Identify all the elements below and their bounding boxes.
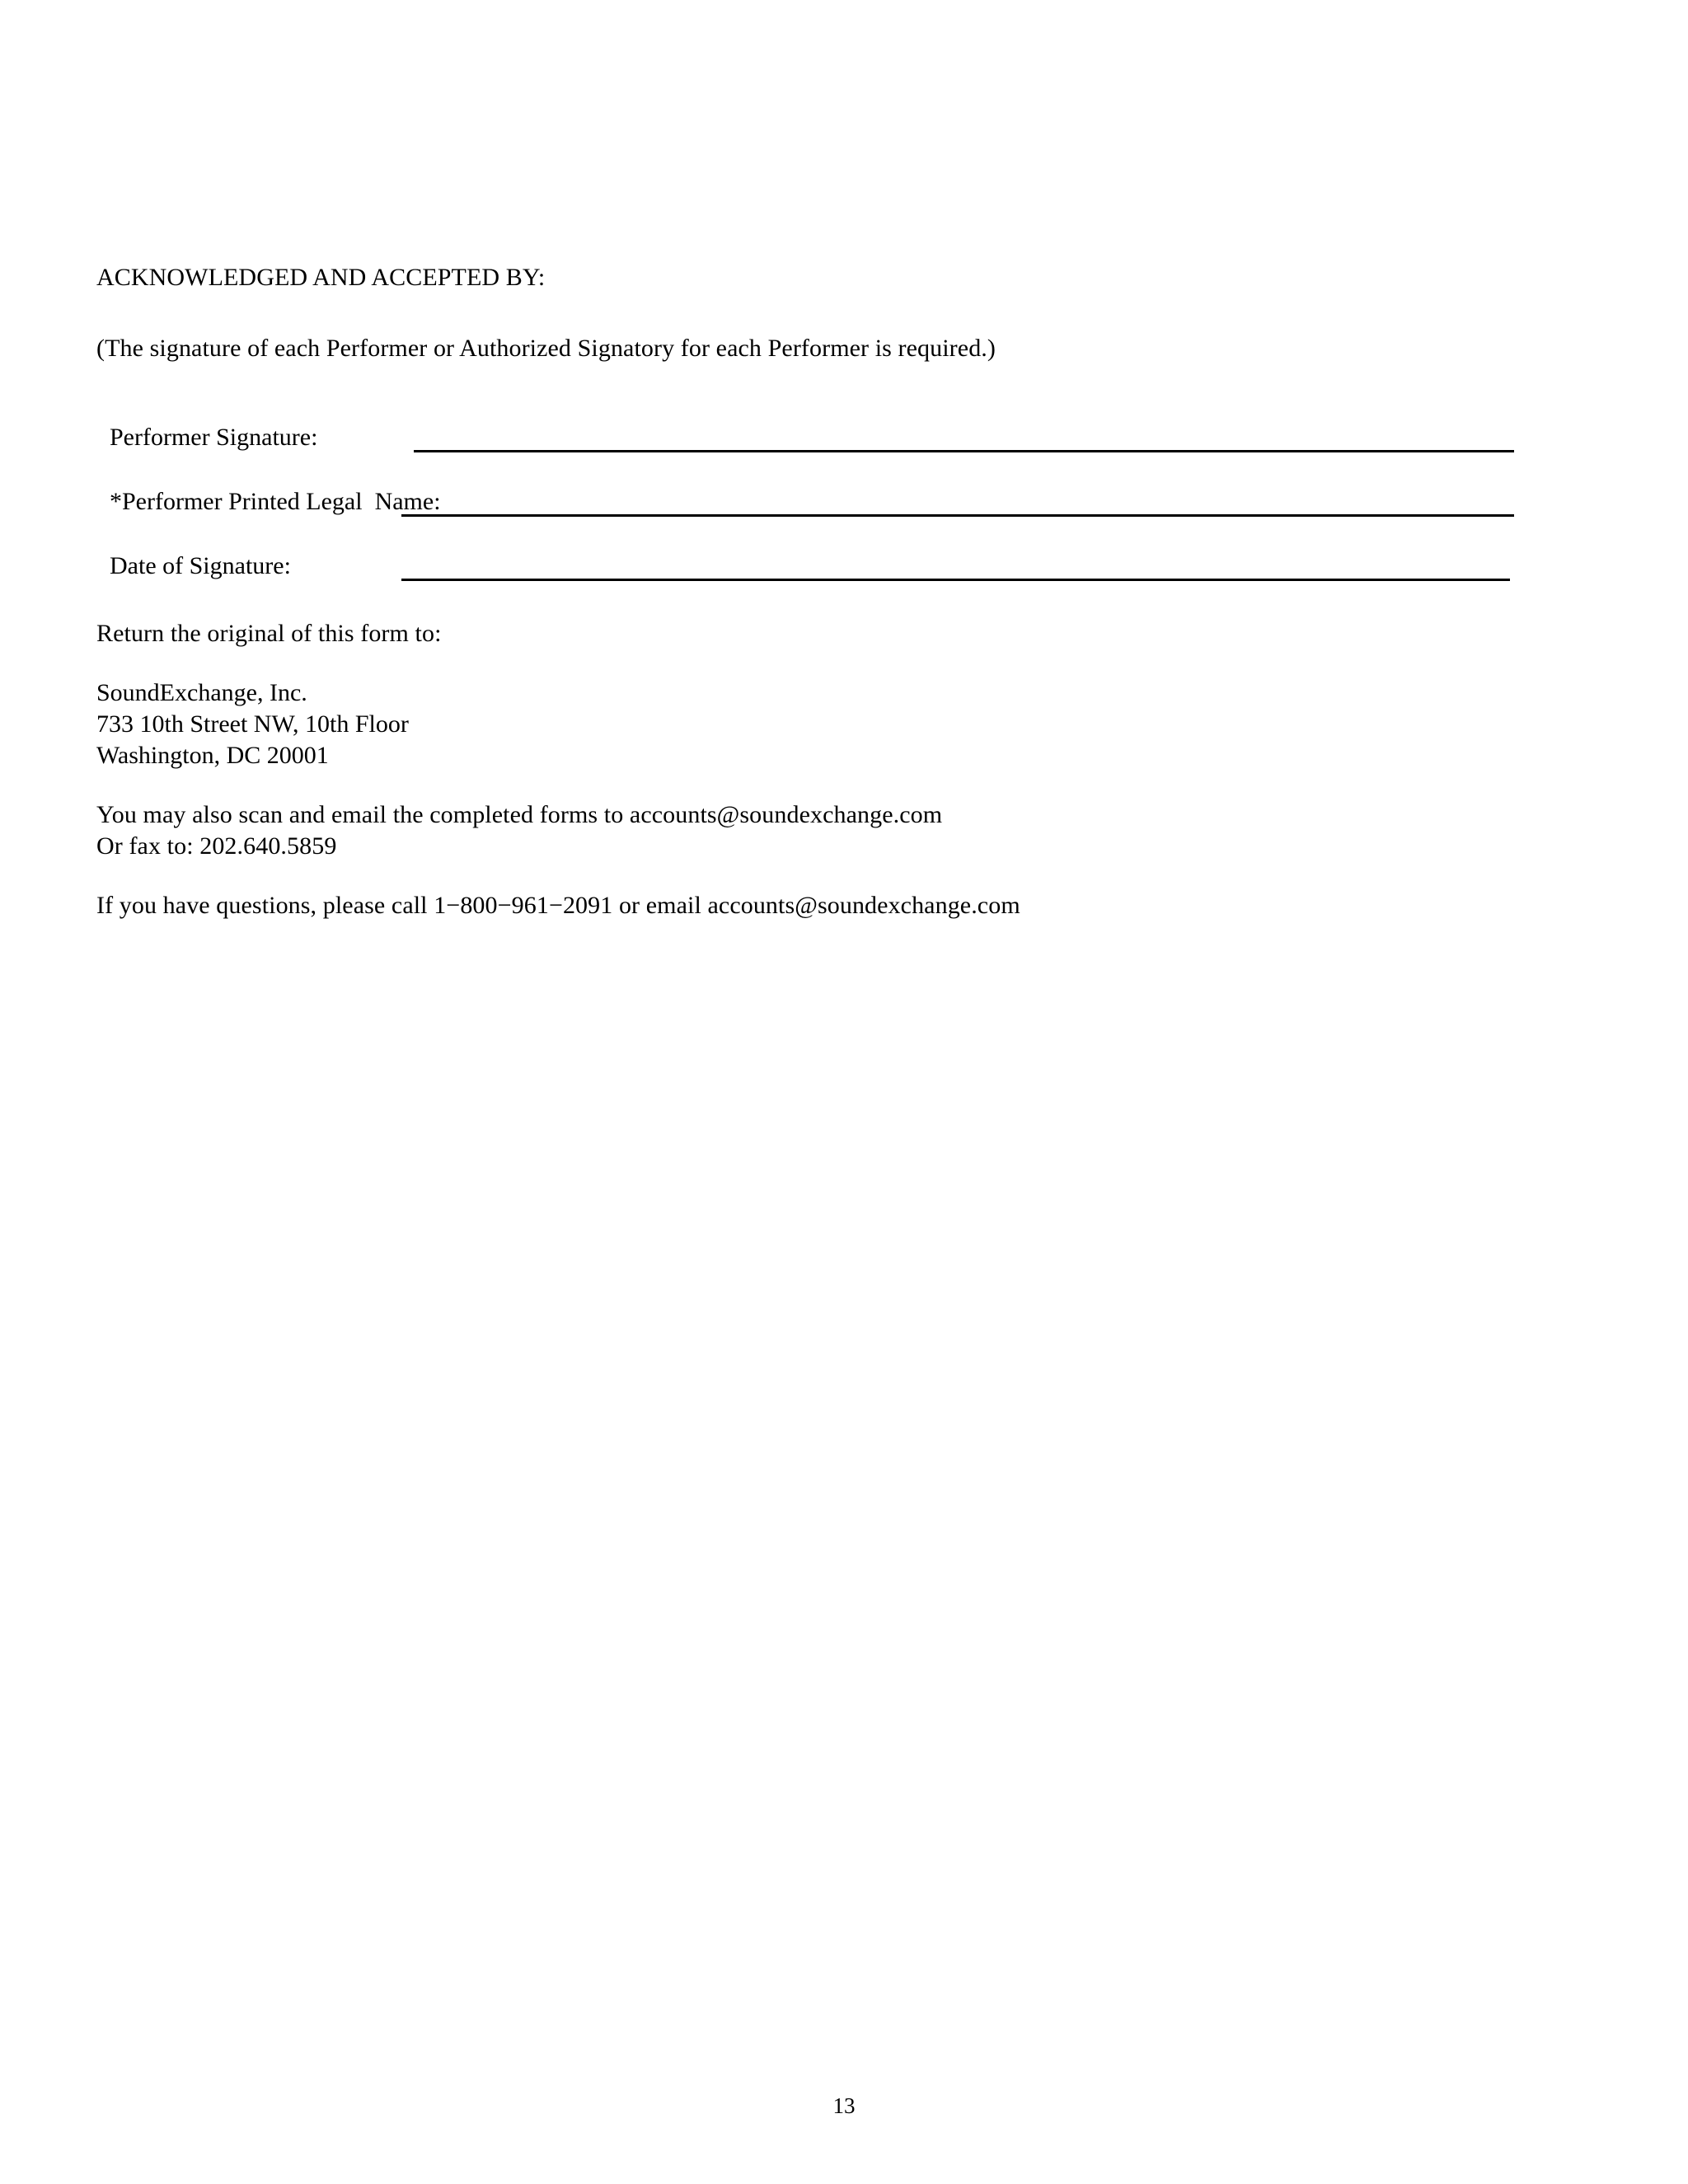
- performer-printed-name-label: *Performer Printed Legal Name:: [110, 488, 441, 515]
- spacer: [96, 293, 1415, 333]
- questions-line: If you have questions, please call 1−800−961−2091 or email accounts@soundexchange.com: [96, 892, 1020, 919]
- email-instruction: You may also scan and email the completed forms to accounts@soundexchange.com: [96, 801, 943, 828]
- address-line-3: Washington, DC 20001: [96, 742, 329, 769]
- section-heading: ACKNOWLEDGED AND ACCEPTED BY:: [96, 264, 546, 291]
- signature-instruction: (The signature of each Performer or Authorized Signatory for each Performer is required.): [96, 335, 996, 362]
- address-line-2: 733 10th Street NW, 10th Floor: [96, 710, 409, 738]
- page-number: 13: [832, 2093, 856, 2118]
- performer-printed-name-line[interactable]: [401, 514, 1514, 517]
- date-of-signature-label: Date of Signature:: [110, 552, 291, 579]
- spacer: [96, 649, 1415, 677]
- spacer: [96, 364, 1415, 415]
- spacer: [96, 608, 1415, 618]
- document-body: [96, 262, 1415, 921]
- return-instruction: Return the original of this form to:: [96, 620, 442, 647]
- spacer: [96, 862, 1415, 890]
- performer-signature-label: Performer Signature:: [110, 424, 318, 451]
- spacer: [96, 771, 1415, 799]
- date-of-signature-row: [96, 544, 1415, 608]
- performer-printed-name-row: [96, 480, 1415, 544]
- performer-signature-line[interactable]: [414, 450, 1514, 452]
- fax-instruction: Or fax to: 202.640.5859: [96, 832, 337, 860]
- date-of-signature-line[interactable]: [401, 579, 1510, 581]
- address-line-1: SoundExchange, Inc.: [96, 679, 307, 706]
- performer-signature-row: [96, 415, 1415, 480]
